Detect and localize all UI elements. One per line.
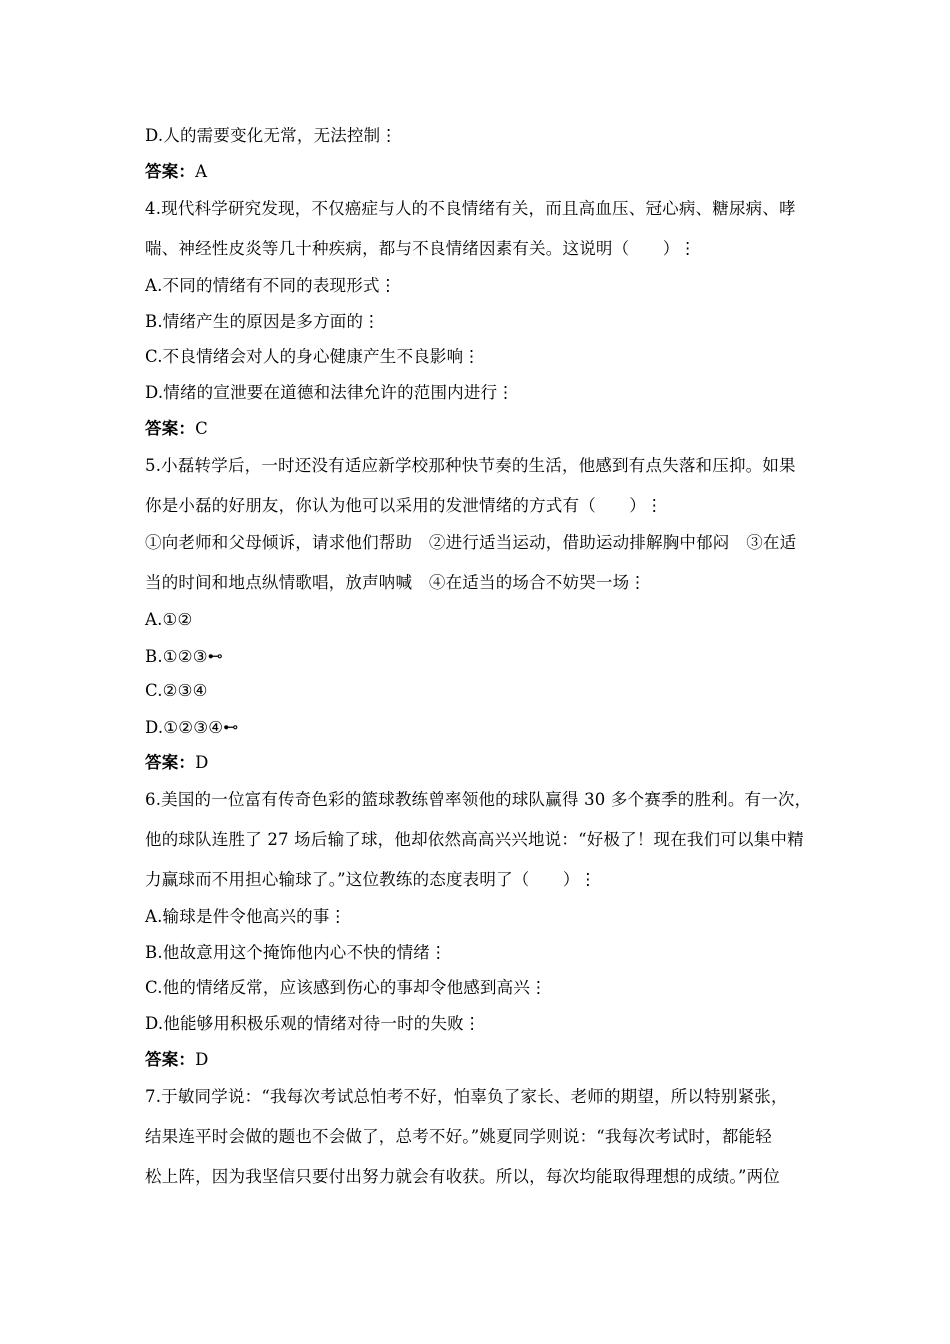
answer-3 — [145, 162, 810, 182]
q7-stem-line1: 7.于敏同学说：“我每次考试总怕考不好，怕辜负了家长、老师的期望，所以特别紧张， — [145, 1087, 788, 1106]
q7-stem-line2: 结果连平时会做的题也不会做了，总考不好。”姚夏同学则说：“我每次考试时，都能轻 — [145, 1127, 772, 1146]
q5-option-d — [145, 717, 810, 738]
q4-option-b: B.情绪产生的原因是多方面的⋮ — [145, 312, 380, 331]
q6-option-b: B.他故意用这个掩饰他内心不快的情绪⋮ — [145, 943, 447, 962]
answer-5 — [145, 753, 810, 773]
q5-stem-line2: 你是小磊的好朋友，你认为他可以采用的发泄情绪的方式有（ ）⋮ — [145, 496, 663, 515]
answer-value: C — [195, 419, 208, 438]
q6-option-a: A.输球是件令他高兴的事⋮ — [145, 907, 347, 926]
option-text: B.①②③ — [145, 647, 208, 666]
q4-option-c: C.不良情绪会对人的身心健康产生不良影响⋮ — [145, 347, 480, 366]
answer-label: 答案： — [145, 419, 196, 438]
q6-option-c: C.他的情绪反常，应该感到伤心的事却令他感到高兴⋮ — [145, 978, 547, 997]
scribble-mark: ⊷ — [223, 718, 239, 736]
q6-stem-line3: 力赢球而不用担心输球了。”这位教练的态度表明了（ ）⋮ — [145, 870, 597, 889]
q5-option-c: C.②③④ — [145, 681, 208, 700]
answer-label: 答案： — [145, 1050, 196, 1069]
q5-items-line1: ①向老师和父母倾诉，请求他们帮助 ②进行适当运动，借助运动排解胸中郁闷 ③在适 — [145, 533, 797, 552]
q4-stem-line1: 4.现代科学研究发现，不仅癌症与人的不良情绪有关，而且高血压、冠心病、糖尿病、哮 — [145, 199, 796, 218]
option-text: D.①②③④ — [145, 718, 224, 737]
q6-option-d: D.他能够用积极乐观的情绪对待一时的失败⋮ — [145, 1014, 481, 1033]
answer-label: 答案： — [145, 162, 196, 181]
answer-value: D — [195, 1050, 209, 1069]
q4-stem-line2: 喘、神经性皮炎等几十种疾病，都与不良情绪因素有关。这说明（ ）⋮ — [145, 239, 697, 258]
q5-stem-line1: 5.小磊转学后，一时还没有适应新学校那种快节奏的生活，他感到有点失落和压抑。如果 — [145, 456, 796, 475]
answer-value: D — [195, 753, 209, 772]
q5-items-line2: 当的时间和地点纵情歌唱，放声呐喊 ④在适当的场合不妨哭一场⋮ — [145, 573, 646, 592]
answer-6 — [145, 1050, 810, 1070]
q6-stem-line1: 6.美国的一位富有传奇色彩的篮球教练曾率领他的球队赢得 30 多个赛季的胜利。有一次， — [145, 790, 812, 809]
q3-option-d: D.人的需要变化无常，无法控制⋮ — [145, 126, 398, 145]
q5-option-a: A.①② — [145, 610, 193, 629]
q4-option-a: A.不同的情绪有不同的表现形式⋮ — [145, 276, 397, 295]
answer-4 — [145, 419, 810, 439]
q5-option-b — [145, 646, 810, 667]
q7-stem-line3: 松上阵，因为我坚信只要付出努力就会有收获。所以，每次均能取得理想的成绩。”两位 — [145, 1167, 780, 1186]
answer-value: A — [195, 162, 208, 181]
q6-stem-line2: 他的球队连胜了 27 场后输了球，他却依然高高兴兴地说：“好极了！现在我们可以集中精 — [145, 830, 804, 849]
q4-option-d: D.情绪的宣泄要在道德和法律允许的范围内进行⋮ — [145, 383, 514, 402]
scribble-mark: ⊷ — [207, 647, 223, 665]
answer-label: 答案： — [145, 753, 196, 772]
